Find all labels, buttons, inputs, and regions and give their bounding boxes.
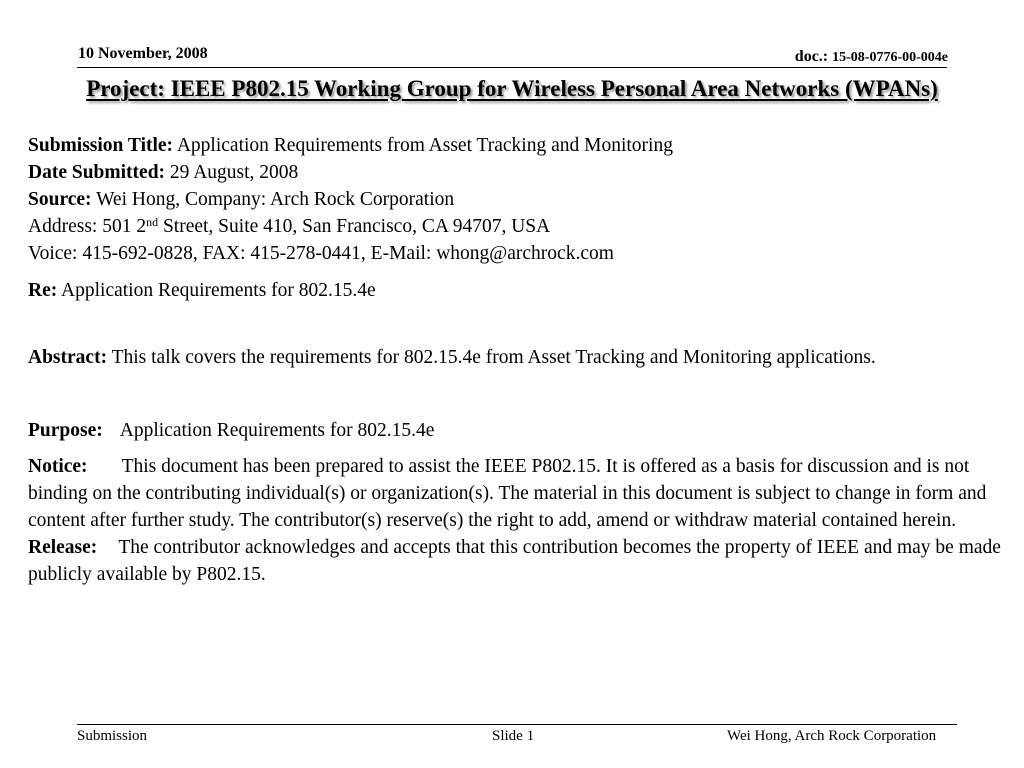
re-label: Re: <box>28 280 58 301</box>
submission-title-row <box>28 132 673 159</box>
project-title: Project: IEEE P802.15 Working Group for Wireless Personal Area Networks (WPANs) <box>86 76 938 101</box>
date-submitted-label: Date Submitted: <box>28 162 166 183</box>
address-row <box>28 213 550 240</box>
footer-divider <box>77 724 957 725</box>
header-date: 10 November, 2008 <box>78 45 208 62</box>
purpose-value: Application Requirements for 802.15.4e <box>119 420 435 441</box>
footer-submission: Submission <box>77 728 148 744</box>
abstract-value: This talk covers the requirements for 802.15.4e from Asset Tracking and Monitoring applications. <box>107 347 876 368</box>
date-submitted-value: 29 August, 2008 <box>165 162 299 183</box>
address-superscript: nd <box>146 215 159 229</box>
notice-value: This document has been prepared to assist the IEEE P802.15. It is offered as a basis for discussion and is not binding on the contributing individual(s) or organization(s). The material in this document is subject to change in form and content after further study. The contributor(s) reserve(s) the right to add, amend or withdraw material contained herein. <box>28 456 987 531</box>
submission-title-label: Submission Title: <box>28 135 174 156</box>
voice-row <box>28 240 614 267</box>
source-value: Wei Hong, Company: Arch Rock Corporation <box>91 189 455 210</box>
header-doc-id <box>795 48 948 66</box>
source-label: Source: <box>28 189 92 210</box>
release-label: Release: <box>28 537 98 558</box>
address-suffix: Street, Suite 410, San Francisco, CA 94707, USA <box>158 216 551 237</box>
date-submitted-row <box>28 159 298 186</box>
release-value: The contributor acknowledges and accepts that this contribution becomes the property of IEEE and may be made publicly available by P802.15. <box>28 537 1001 585</box>
footer-slide-number: Slide 1 <box>492 728 535 744</box>
abstract-paragraph <box>28 344 928 371</box>
doc-number: 15-08-0776-00-004e <box>832 50 948 65</box>
source-row <box>28 186 454 213</box>
notice-paragraph <box>28 453 1018 588</box>
purpose-label: Purpose: <box>28 420 103 441</box>
address-prefix: Address: 501 2 <box>28 216 147 237</box>
re-row <box>28 277 376 304</box>
re-value: Application Requirements for 802.15.4e <box>57 280 376 301</box>
notice-label: Notice: <box>28 456 88 477</box>
abstract-label: Abstract: <box>28 347 108 368</box>
voice-value: Voice: 415-692-0828, FAX: 415-278-0441, E-Mail: whong@archrock.com <box>28 243 614 264</box>
doc-label: doc.: <box>794 48 829 65</box>
submission-title-value: Application Requirements from Asset Tracking and Monitoring <box>173 135 673 156</box>
header-divider <box>77 67 947 68</box>
footer-author: Wei Hong, Arch Rock Corporation <box>727 728 937 744</box>
purpose-row <box>28 417 434 444</box>
